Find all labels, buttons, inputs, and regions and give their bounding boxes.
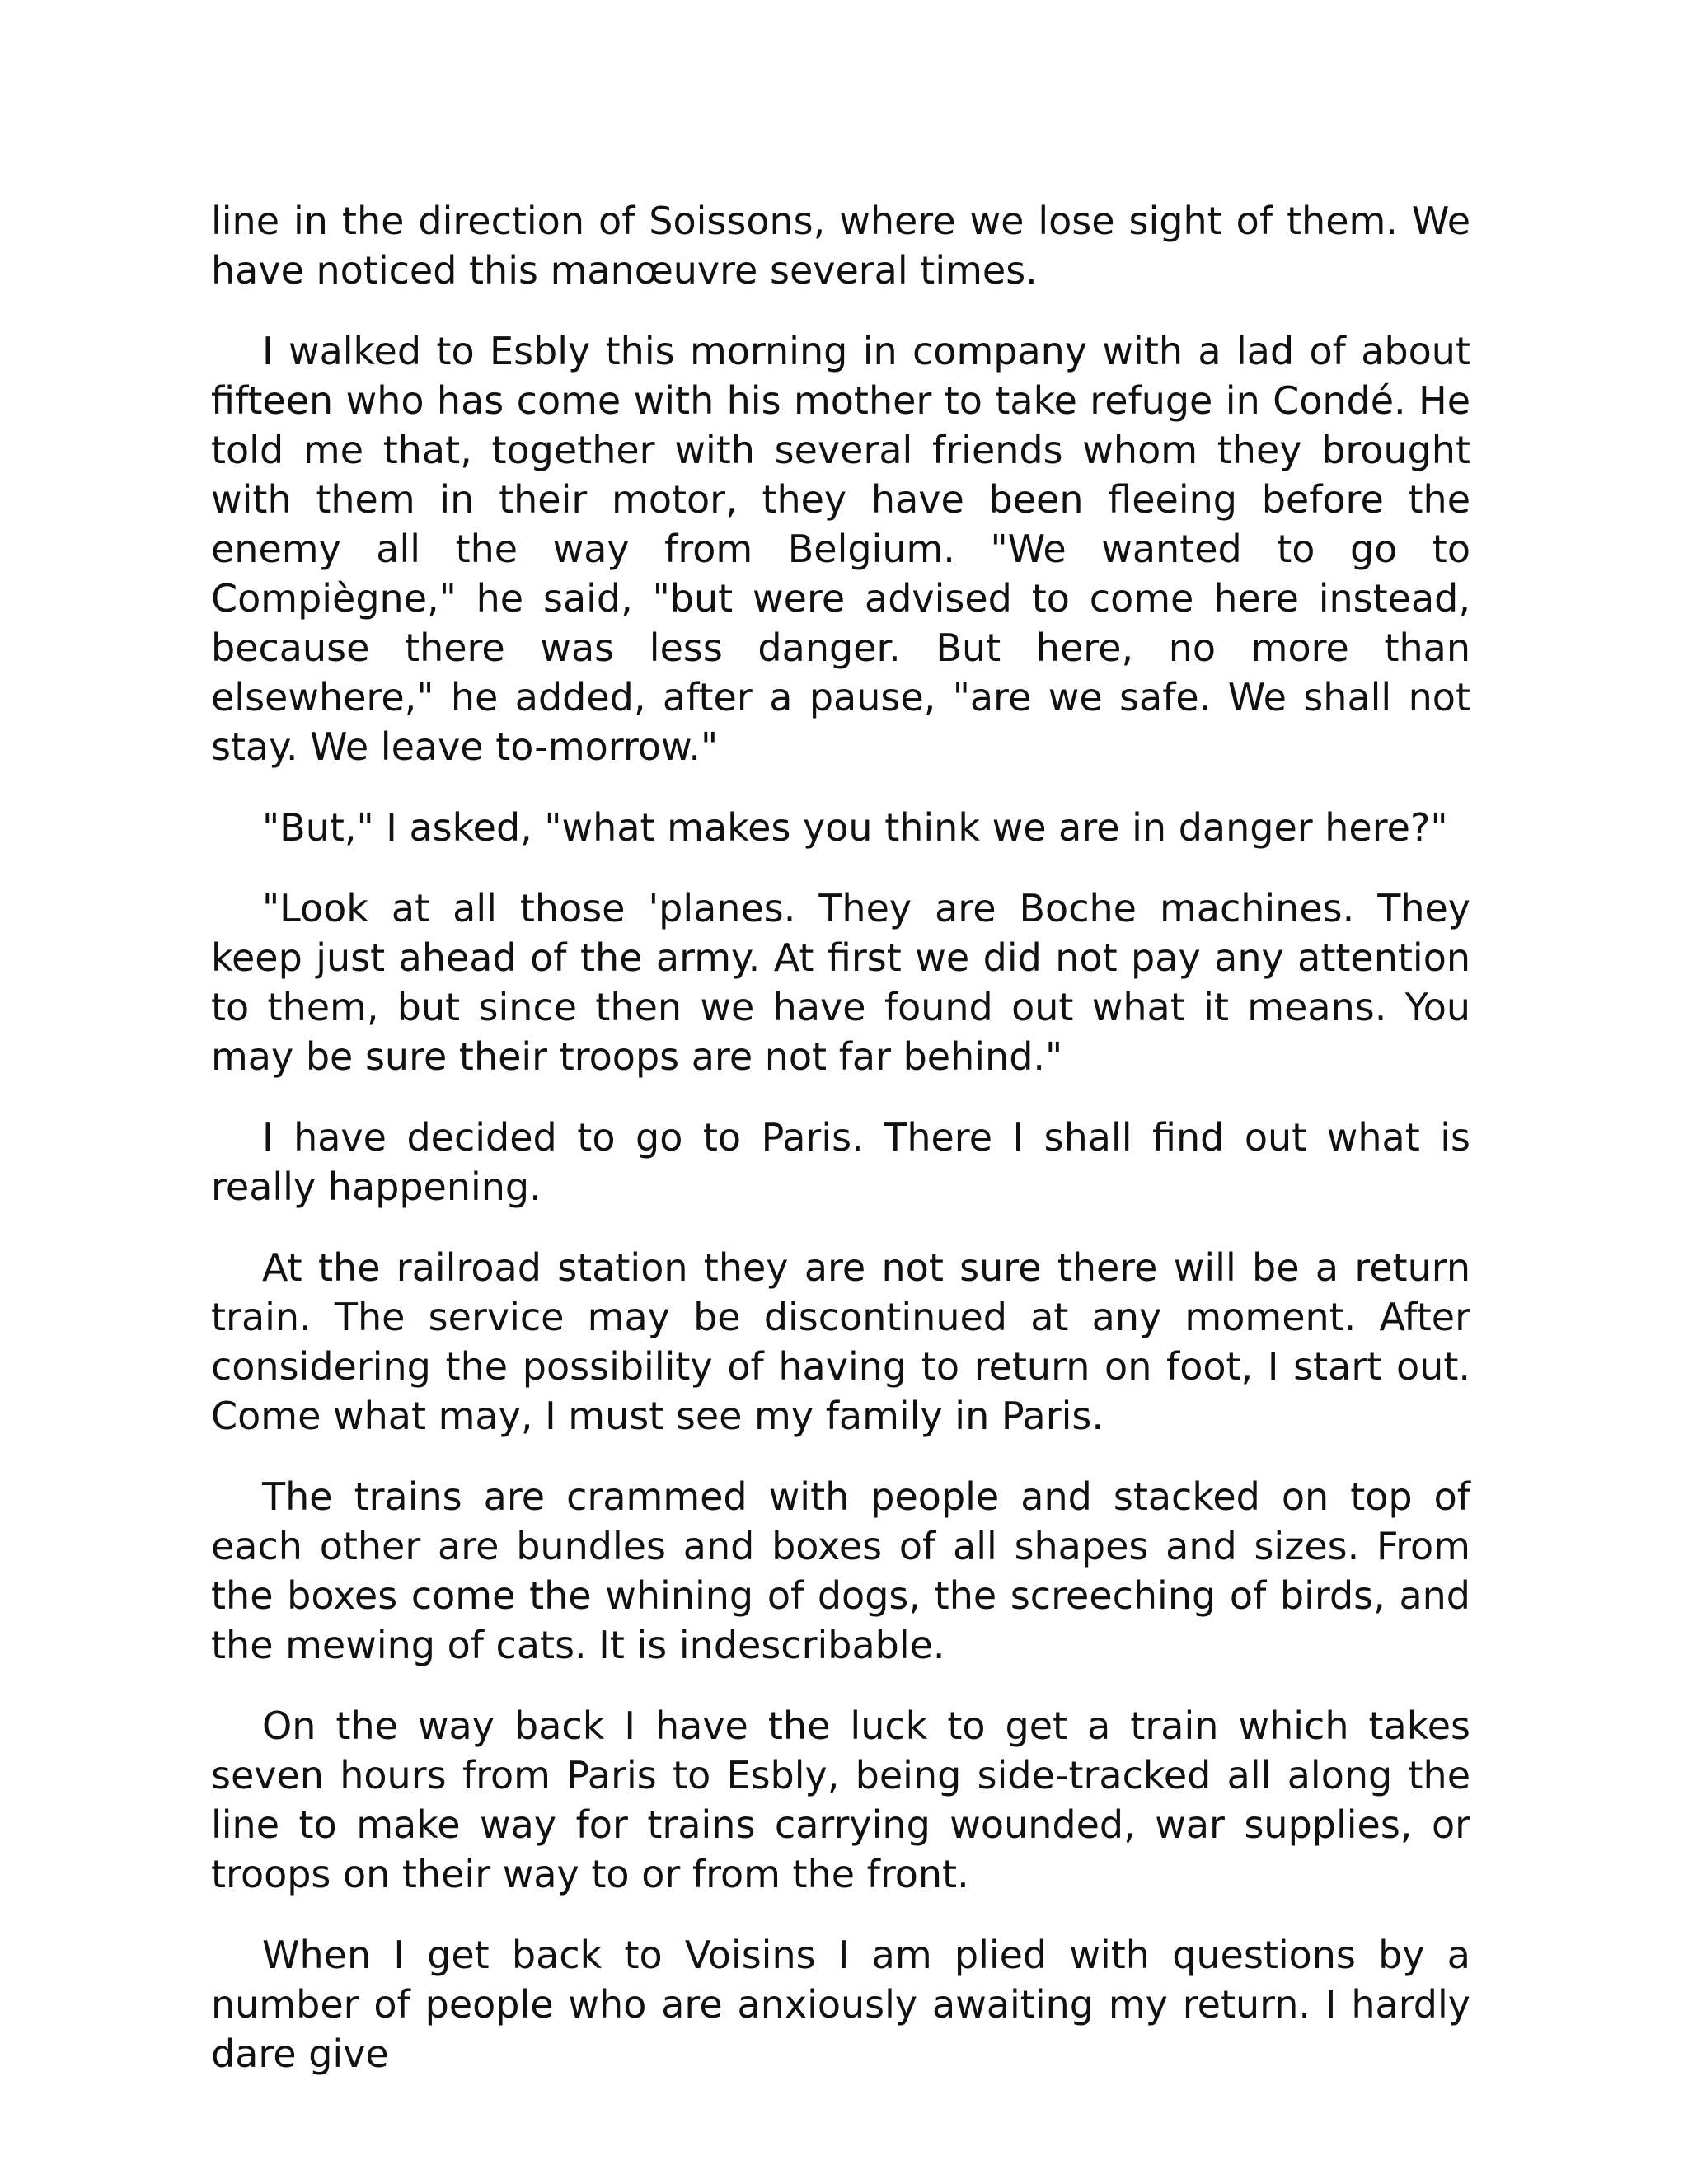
paragraph-voisins: When I get back to Voisins I am plied with questions by a number of people who are anxiously awaiting my return. I hardly dare give — [211, 1933, 1470, 2076]
paragraph-question: "But," I asked, "what makes you think we are in danger here?" — [262, 805, 1448, 850]
paragraph-railroad-station: At the railroad station they are not sure there will be a return train. The service may be discontinued at any moment. After considering the possibility of having to return on foot, I start out. Come what may, I must see my family in Paris. — [211, 1245, 1470, 1438]
paragraph-planes: "Look at all those 'planes. They are Boche machines. They keep just ahead of the army. At first we did not pay any attention to them, but since then we have found out what it means. You may be sure their troops are not far behind." — [211, 886, 1470, 1079]
document-page — [211, 196, 1470, 2110]
paragraph-continued: line in the direction of Soissons, where we lose sight of them. We have noticed this manœuvre several times. — [211, 199, 1470, 293]
paragraph-walk-to-esbly: I walked to Esbly this morning in company with a lad of about fifteen who has come with his mother to take refuge in Condé. He told me that, together with several friends whom they brought with them in their motor, they have been fleeing before the enemy all the way from Belgium. "We wanted to go to Compiègne," he said, "but were advised to come here instead, because there was less danger. But here, no more than elsewhere," he added, after a pause, "are we safe. We shall not stay. We leave to-morrow." — [211, 329, 1470, 769]
paragraph-crammed-trains: The trains are crammed with people and stacked on top of each other are bundles and boxes of all shapes and sizes. From the boxes come the whining of dogs, the screeching of birds, and the mewing of cats. It is indescribable. — [211, 1474, 1470, 1667]
paragraph-way-back: On the way back I have the luck to get a train which takes seven hours from Paris to Esbly, being side-tracked all along the line to make way for trains carrying wounded, war supplies, or troops on their way to or from the front. — [211, 1704, 1470, 1896]
paragraph-decide-paris: I have decided to go to Paris. There I shall find out what is really happening. — [211, 1115, 1470, 1209]
